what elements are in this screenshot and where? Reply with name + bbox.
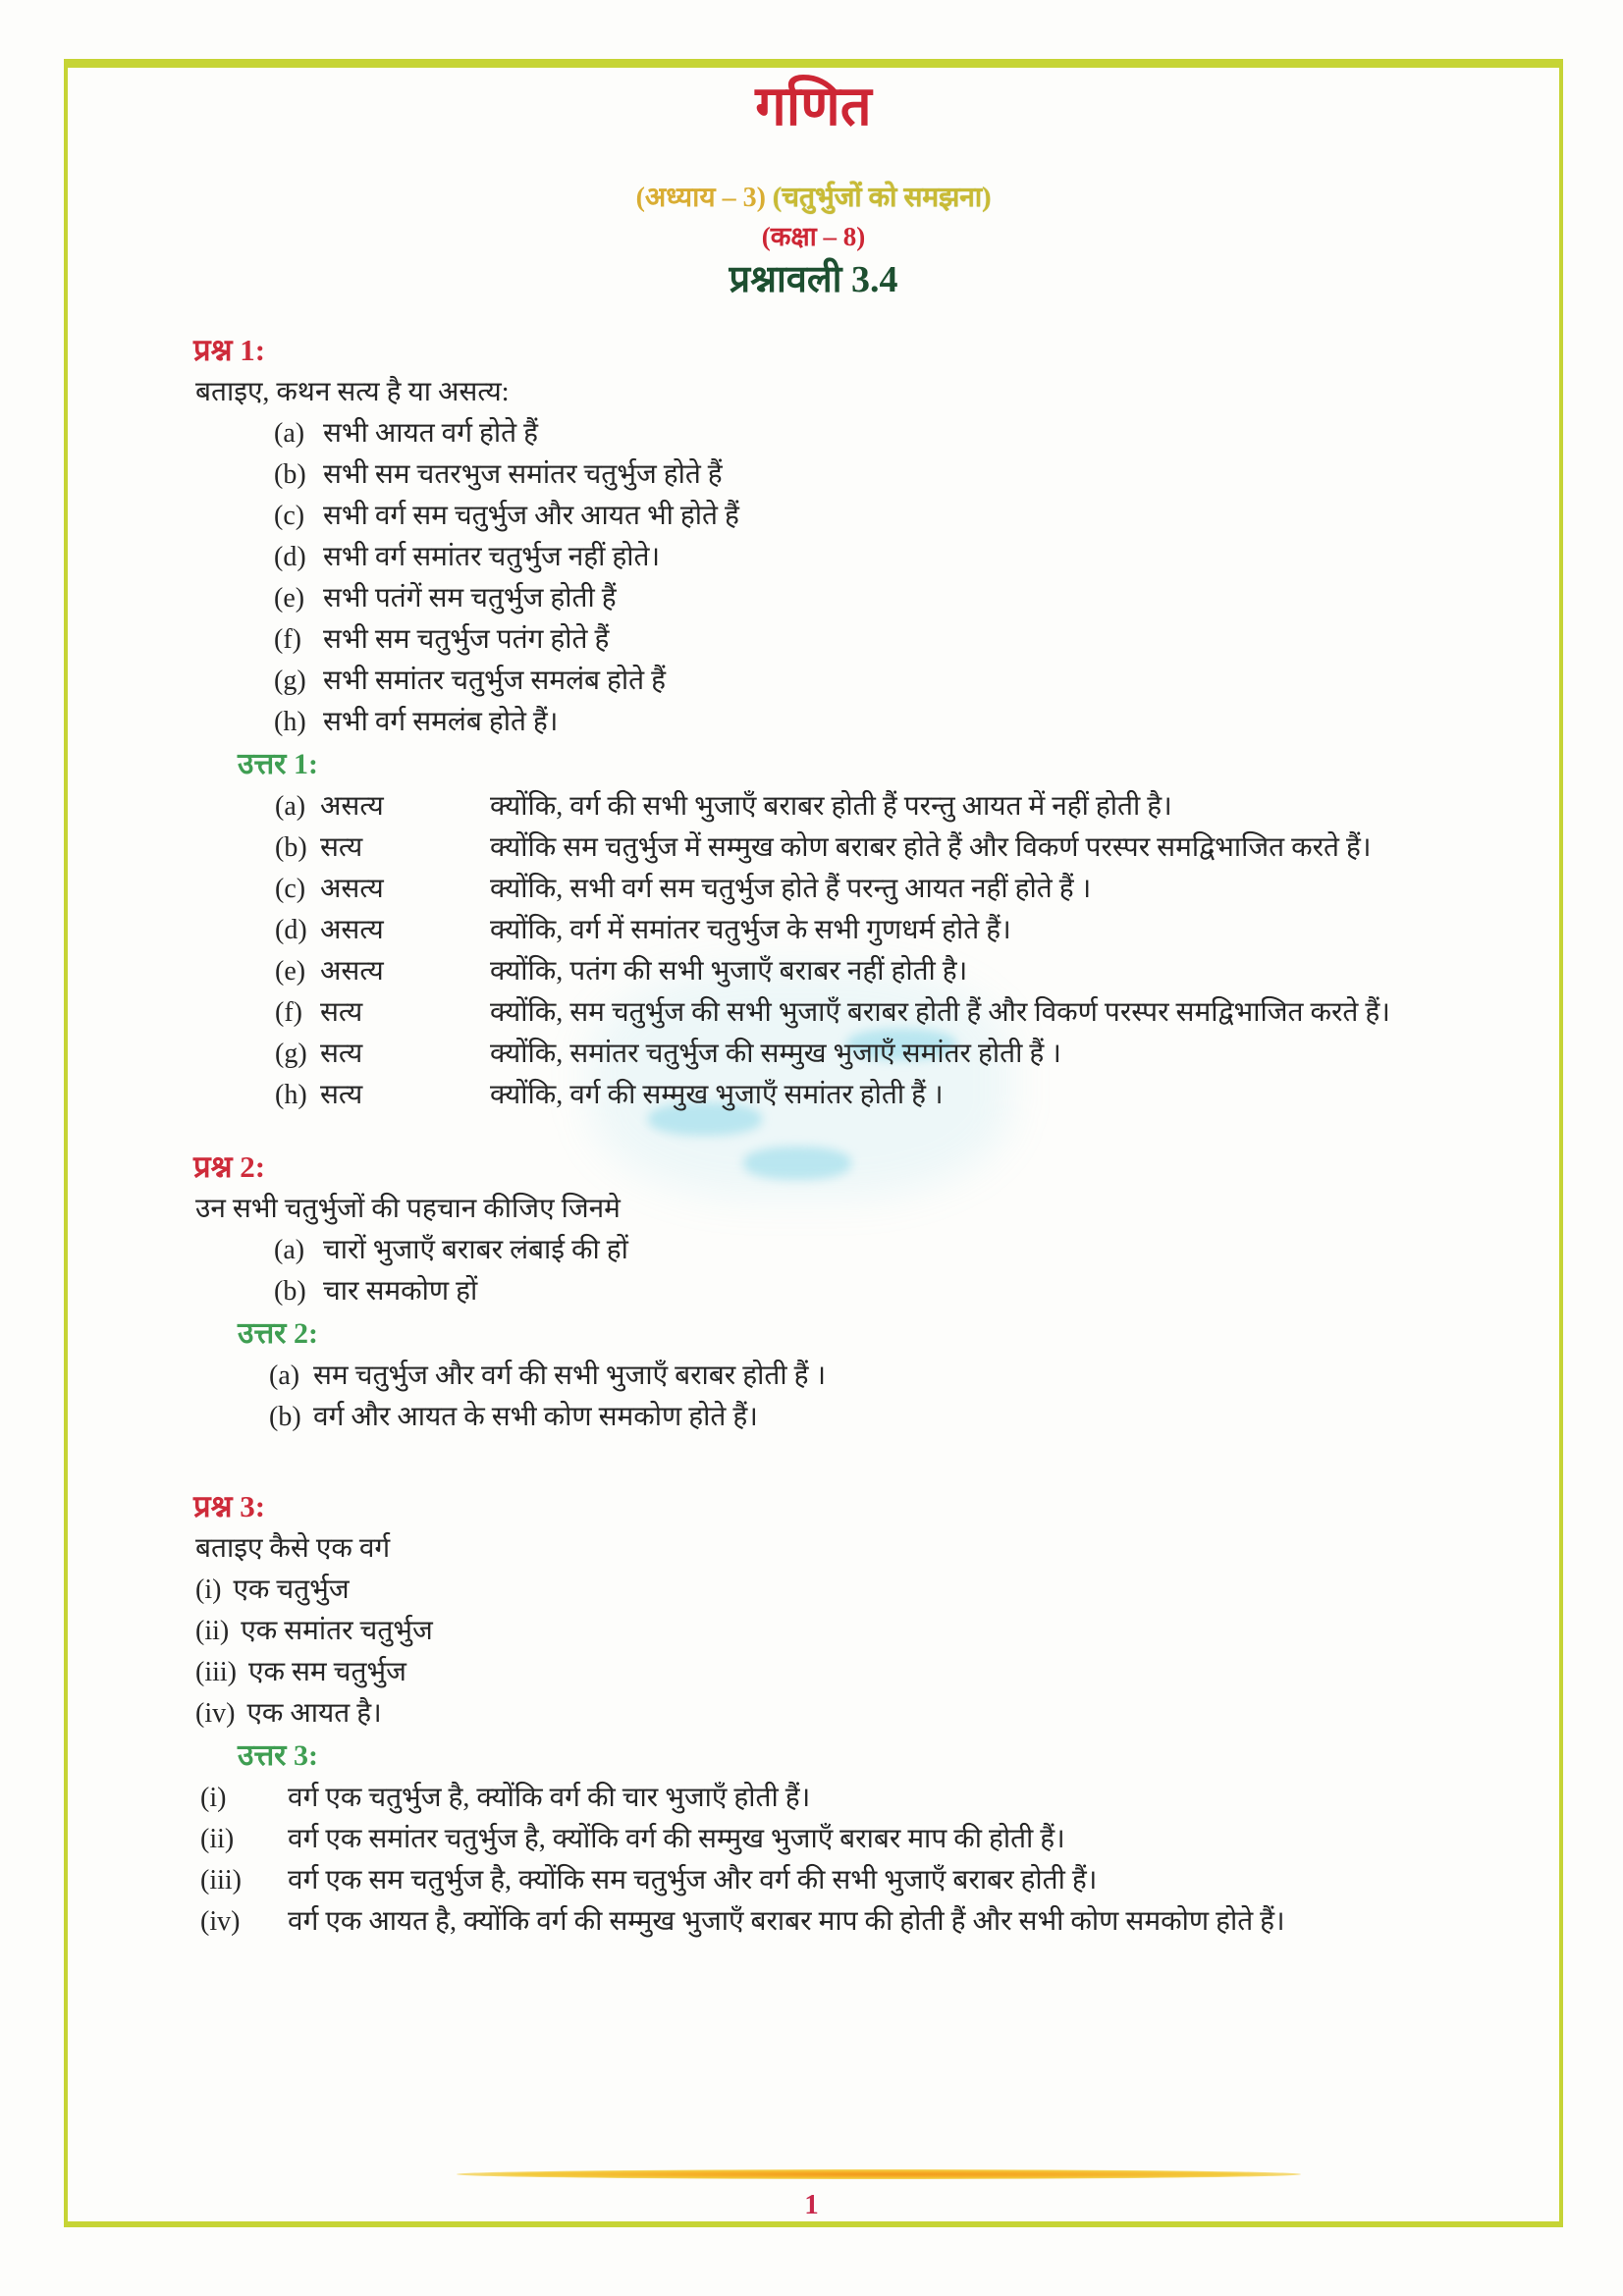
- answer-1-row: [275, 910, 1559, 951]
- question-3-intro: बताइए कैसे एक वर्ग: [195, 1533, 391, 1564]
- question-1-item: [274, 702, 1559, 743]
- answer-2-item: [269, 1356, 1559, 1397]
- verdict: असत्य: [320, 791, 384, 822]
- answer-1-row: [275, 951, 1559, 992]
- answer-3-row: [200, 1819, 1559, 1860]
- item-text: सम चतुर्भुज और वर्ग की सभी भुजाएँ बराबर होती हैं ।: [313, 1361, 827, 1391]
- answer-3-row: [200, 1901, 1559, 1943]
- answer-1-row: [275, 992, 1559, 1034]
- item-text: सभी सम चतरभुज समांतर चतुर्भुज होते हैं: [323, 459, 723, 490]
- answer-1-heading: उत्तर 1:: [238, 748, 318, 780]
- item-text: सभी वर्ग सम चतुर्भुज और आयत भी होते हैं: [323, 501, 739, 531]
- question-1-item: [274, 413, 1559, 454]
- item-label: (iv): [195, 1698, 236, 1729]
- verdict: सत्य: [320, 832, 363, 863]
- verdict: सत्य: [320, 1039, 363, 1069]
- chapter-subtitle: [68, 180, 1559, 217]
- verdict: असत्य: [320, 915, 384, 945]
- item-text: एक आयत है।: [246, 1698, 382, 1729]
- item-text: एक सम चतुर्भुज: [248, 1657, 406, 1687]
- question-3-heading: प्रश्न 3:: [193, 1489, 266, 1523]
- verdict: सत्य: [320, 1080, 363, 1110]
- answer-3-row: [200, 1860, 1559, 1901]
- item-label: (a): [274, 1235, 305, 1265]
- item-text: वर्ग एक आयत है, क्योंकि वर्ग की सम्मुख भुजाएँ बराबर माप की होती हैं और सभी कोण समकोण होते हैं।: [288, 1906, 1285, 1937]
- question-3-item: [195, 1611, 1559, 1652]
- item-label: (h): [274, 707, 306, 737]
- question-2-heading: प्रश्न 2:: [193, 1149, 266, 1184]
- question-3-section: [68, 1485, 1559, 1943]
- question-1-item: [274, 619, 1559, 661]
- item-text: सभी सम चतुर्भुज पतंग होते हैं: [323, 624, 610, 655]
- item-text: चार समकोण हों: [323, 1276, 478, 1307]
- item-label: (g): [274, 666, 306, 696]
- item-label: (f): [274, 624, 301, 655]
- question-1-section: [68, 329, 1559, 1116]
- verdict: असत्य: [320, 874, 384, 904]
- reason: क्योंकि सम चतुर्भुज में सम्मुख कोण बराबर होते हैं और विकर्ण परस्पर समद्विभाजित करते हैं।: [490, 832, 1372, 863]
- item-text: सभी समांतर चतुर्भुज समलंब होते हैं: [323, 666, 666, 696]
- question-3-item: [195, 1693, 1559, 1735]
- answer-1-row: [275, 869, 1559, 910]
- question-1-item: [274, 661, 1559, 702]
- item-label: (d): [275, 915, 307, 945]
- item-label: (b): [275, 832, 307, 863]
- class-label: (कक्षा – 8): [761, 222, 866, 251]
- reason: क्योंकि, वर्ग की सभी भुजाएँ बराबर होती हैं परन्तु आयत में नहीं होती है।: [490, 791, 1172, 822]
- item-label: (a): [274, 418, 305, 449]
- verdict-cell: [275, 869, 490, 910]
- page-content: [68, 68, 1559, 1943]
- verdict-cell: [275, 1075, 490, 1116]
- item-label: (f): [275, 997, 302, 1028]
- reason: क्योंकि, सम चतुर्भुज की सभी भुजाएँ बराबर होती हैं और विकर्ण परस्पर समद्विभाजित करते हैं।: [490, 997, 1390, 1028]
- item-label: (iii): [200, 1865, 242, 1896]
- item-label: (i): [195, 1575, 222, 1605]
- footer-ornament: [457, 2169, 1301, 2179]
- verdict-cell: [275, 786, 490, 828]
- chapter-label: (अध्याय – 3): [635, 183, 766, 213]
- item-text: वर्ग एक समांतर चतुर्भुज है, क्योंकि वर्ग की सम्मुख भुजाएँ बराबर माप की होती हैं।: [288, 1824, 1065, 1854]
- item-label: (iii): [195, 1657, 237, 1687]
- verdict-cell: [275, 1034, 490, 1075]
- page-number: 1: [804, 2189, 819, 2220]
- reason: क्योंकि, सभी वर्ग सम चतुर्भुज होते हैं परन्तु आयत नहीं होते हैं ।: [490, 874, 1092, 904]
- verdict: असत्य: [320, 956, 384, 987]
- question-1-item: [274, 454, 1559, 496]
- item-label: (c): [274, 501, 305, 531]
- item-label: (e): [275, 956, 306, 987]
- page-title: गणित: [755, 77, 872, 137]
- answer-2-heading: उत्तर 2:: [238, 1317, 318, 1350]
- question-1-item: [274, 537, 1559, 578]
- item-label: (ii): [200, 1824, 235, 1854]
- verdict-cell: [275, 992, 490, 1034]
- exercise-title: प्रश्नावली 3.4: [729, 259, 898, 300]
- answer-2-item: [269, 1397, 1559, 1438]
- item-text: सभी पतंगें सम चतुर्भुज होती हैं: [323, 583, 617, 614]
- question-2-intro: उन सभी चतुर्भुजों की पहचान कीजिए जिनमे: [195, 1194, 621, 1224]
- answer-1-row: [275, 786, 1559, 828]
- verdict-cell: [275, 951, 490, 992]
- question-2-section: [68, 1146, 1559, 1438]
- item-label: (b): [269, 1402, 301, 1432]
- reason: क्योंकि, पतंग की सभी भुजाएँ बराबर नहीं होती है।: [490, 956, 968, 987]
- item-label: (ii): [195, 1616, 230, 1646]
- answer-1-row: [275, 1075, 1559, 1116]
- question-2-item: [274, 1271, 1559, 1312]
- question-1-heading: प्रश्न 1:: [193, 333, 266, 367]
- item-text: सभी आयत वर्ग होते हैं: [323, 418, 538, 449]
- item-label: (g): [275, 1039, 307, 1069]
- question-3-item: [195, 1570, 1559, 1611]
- item-label: (a): [275, 791, 306, 822]
- answer-1-row: [275, 1034, 1559, 1075]
- item-label: (b): [274, 1276, 306, 1307]
- item-text: एक समांतर चतुर्भुज: [241, 1616, 433, 1646]
- item-label: (d): [274, 542, 306, 572]
- question-2-item: [274, 1230, 1559, 1271]
- reason: क्योंकि, समांतर चतुर्भुज की सम्मुख भुजाएँ समांतर होती हैं ।: [490, 1039, 1061, 1069]
- reason: क्योंकि, वर्ग की सम्मुख भुजाएँ समांतर होती हैं ।: [490, 1080, 944, 1110]
- item-text: वर्ग एक सम चतुर्भुज है, क्योंकि सम चतुर्भुज और वर्ग की सभी भुजाएँ बराबर होती हैं।: [288, 1865, 1098, 1896]
- item-text: वर्ग एक चतुर्भुज है, क्योंकि वर्ग की चार भुजाएँ होती हैं।: [288, 1783, 811, 1813]
- item-text: एक चतुर्भुज: [233, 1575, 350, 1605]
- item-label: (h): [275, 1080, 307, 1110]
- answer-1-row: [275, 828, 1559, 869]
- question-1-item: [274, 496, 1559, 537]
- item-text: सभी वर्ग समलंब होते हैं।: [323, 707, 559, 737]
- item-label: (iv): [200, 1906, 241, 1937]
- chapter-topic: (चतुर्भुजों को समझना): [772, 183, 992, 213]
- verdict: सत्य: [320, 997, 363, 1028]
- item-label: (e): [274, 583, 305, 614]
- item-text: सभी वर्ग समांतर चतुर्भुज नहीं होते।: [323, 542, 661, 572]
- item-label: (a): [269, 1361, 300, 1391]
- item-label: (i): [200, 1783, 227, 1813]
- item-text: चारों भुजाएँ बराबर लंबाई की हों: [323, 1235, 628, 1265]
- question-1-item: [274, 578, 1559, 619]
- item-label: (c): [275, 874, 306, 904]
- question-3-item: [195, 1652, 1559, 1693]
- verdict-cell: [275, 828, 490, 869]
- item-label: (b): [274, 459, 306, 490]
- answer-3-heading: उत्तर 3:: [238, 1739, 318, 1772]
- reason: क्योंकि, वर्ग में समांतर चतुर्भुज के सभी गुणधर्म होते हैं।: [490, 915, 1011, 945]
- item-text: वर्ग और आयत के सभी कोण समकोण होते हैं।: [313, 1402, 758, 1432]
- verdict-cell: [275, 910, 490, 951]
- question-1-intro: बताइए, कथन सत्य है या असत्य:: [195, 377, 510, 407]
- answer-3-row: [200, 1778, 1559, 1819]
